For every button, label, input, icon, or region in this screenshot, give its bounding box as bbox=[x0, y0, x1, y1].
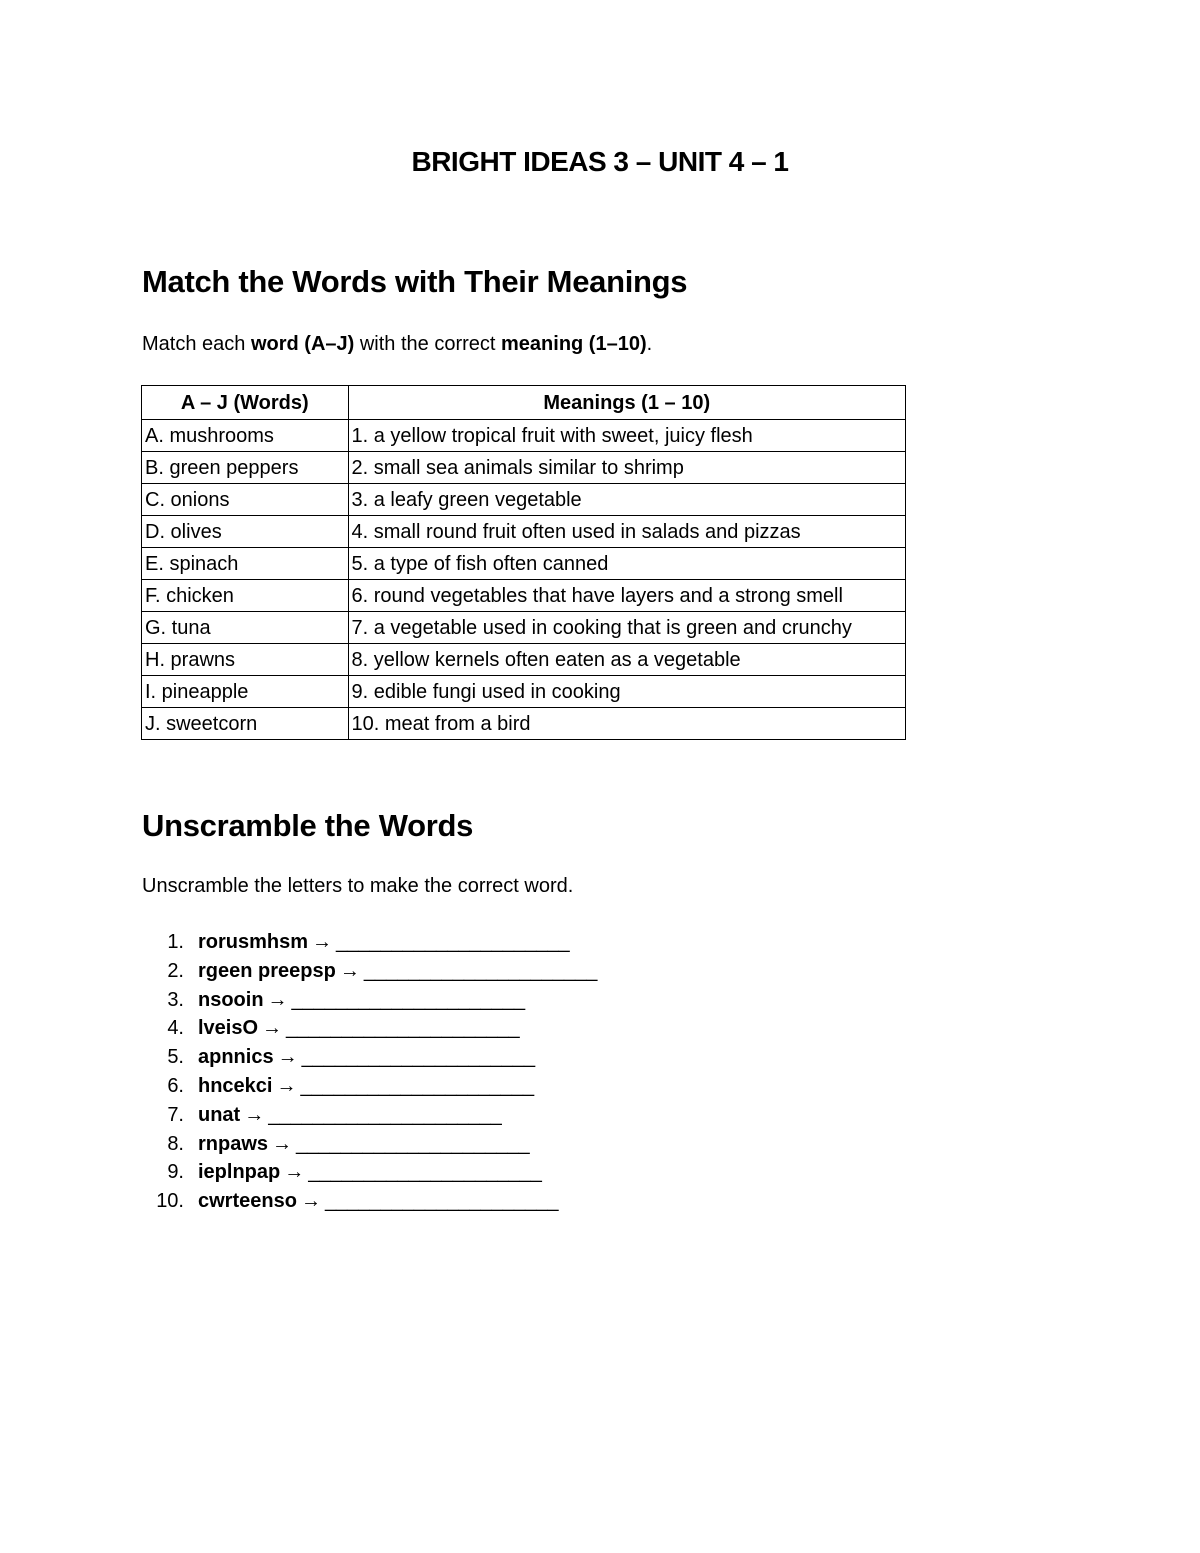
item-number: 8. bbox=[167, 1132, 184, 1155]
word-cell: B. green peppers bbox=[142, 452, 349, 484]
match-table bbox=[141, 385, 906, 740]
scrambled-word: ieplnpap bbox=[198, 1161, 281, 1184]
meanings-column-header: Meanings (1 – 10) bbox=[348, 386, 905, 420]
scrambled-word: lveisO bbox=[198, 1017, 259, 1040]
match-instruction-part2: word (A–J) bbox=[250, 333, 355, 355]
table-row bbox=[142, 516, 906, 548]
match-instruction-part4: meaning (1–10) bbox=[501, 333, 647, 355]
table-row bbox=[142, 580, 906, 612]
word-cell: I. pineapple bbox=[142, 676, 349, 708]
item-number: 9. bbox=[167, 1161, 184, 1184]
unscramble-list bbox=[142, 928, 597, 1216]
arrow-icon: → bbox=[276, 1074, 297, 1097]
table-row bbox=[142, 484, 906, 516]
table-row bbox=[142, 676, 906, 708]
unscramble-section-heading: Unscramble the Words bbox=[142, 808, 474, 843]
answer-blank: _____________________ bbox=[308, 1161, 542, 1184]
table-row bbox=[142, 708, 906, 740]
word-cell: E. spinach bbox=[142, 548, 349, 580]
arrow-icon: → bbox=[267, 988, 288, 1011]
arrow-icon: → bbox=[312, 931, 333, 953]
words-column-header: A – J (Words) bbox=[142, 386, 349, 420]
item-number: 6. bbox=[167, 1074, 184, 1097]
item-number: 10. bbox=[156, 1190, 184, 1213]
scrambled-word: apnnics bbox=[198, 1046, 274, 1069]
meaning-cell: 8. yellow kernels often eaten as a vegetable bbox=[348, 644, 905, 676]
answer-blank: _____________________ bbox=[363, 959, 598, 982]
list-item bbox=[142, 1014, 597, 1043]
match-table-header-row bbox=[142, 386, 906, 420]
word-cell: G. tuna bbox=[142, 612, 349, 644]
list-item bbox=[142, 986, 597, 1015]
arrow-icon: → bbox=[244, 1103, 265, 1126]
unscramble-instruction: Unscramble the letters to make the correct word. bbox=[142, 875, 574, 897]
meaning-cell: 7. a vegetable used in cooking that is green and crunchy bbox=[348, 612, 905, 644]
meaning-cell: 5. a type of fish often canned bbox=[348, 548, 905, 580]
answer-blank: _____________________ bbox=[291, 988, 526, 1011]
item-number: 7. bbox=[167, 1103, 184, 1126]
list-item bbox=[142, 1130, 597, 1159]
item-number: 4. bbox=[167, 1017, 184, 1040]
answer-blank: _____________________ bbox=[301, 1046, 536, 1069]
item-number: 5. bbox=[167, 1046, 184, 1069]
arrow-icon: → bbox=[272, 1132, 293, 1155]
meaning-cell: 2. small sea animals similar to shrimp bbox=[348, 452, 905, 484]
meaning-cell: 3. a leafy green vegetable bbox=[348, 484, 905, 516]
match-instruction-part3: with the correct bbox=[354, 333, 502, 355]
list-item bbox=[142, 928, 597, 957]
word-cell: J. sweetcorn bbox=[142, 708, 349, 740]
meaning-cell: 1. a yellow tropical fruit with sweet, juicy flesh bbox=[348, 420, 905, 452]
list-item bbox=[142, 1101, 597, 1130]
item-number: 1. bbox=[167, 931, 184, 953]
match-instruction-part1: Match each bbox=[142, 333, 251, 355]
meaning-cell: 10. meat from a bird bbox=[348, 708, 905, 740]
list-item bbox=[142, 1043, 597, 1072]
answer-blank: _____________________ bbox=[268, 1103, 502, 1126]
scrambled-word: rnpaws bbox=[198, 1132, 269, 1155]
scrambled-word: unat bbox=[198, 1103, 241, 1126]
word-cell: F. chicken bbox=[142, 580, 349, 612]
table-row bbox=[142, 612, 906, 644]
scrambled-word: nsooin bbox=[198, 988, 264, 1011]
document-title: BRIGHT IDEAS 3 – UNIT 4 – 1 bbox=[411, 146, 789, 177]
word-cell: D. olives bbox=[142, 516, 349, 548]
word-cell: C. onions bbox=[142, 484, 349, 516]
scrambled-word: hncekci bbox=[198, 1074, 273, 1097]
list-item bbox=[142, 957, 597, 986]
answer-blank: _____________________ bbox=[324, 1190, 559, 1213]
match-instruction-part5: . bbox=[646, 333, 653, 355]
item-number: 2. bbox=[167, 959, 184, 982]
item-number: 3. bbox=[167, 988, 184, 1011]
answer-blank: _____________________ bbox=[300, 1074, 535, 1097]
answer-blank: _____________________ bbox=[296, 1132, 530, 1155]
table-row bbox=[142, 548, 906, 580]
table-row bbox=[142, 452, 906, 484]
answer-blank: _____________________ bbox=[286, 1017, 520, 1040]
table-row bbox=[142, 420, 906, 452]
answer-blank: _____________________ bbox=[336, 931, 570, 953]
scrambled-word: rorusmhsm bbox=[198, 931, 309, 953]
list-item bbox=[142, 1072, 597, 1101]
scrambled-word: rgeen preepsp bbox=[198, 959, 336, 982]
meaning-cell: 9. edible fungi used in cooking bbox=[348, 676, 905, 708]
word-cell: H. prawns bbox=[142, 644, 349, 676]
arrow-icon: → bbox=[277, 1046, 298, 1069]
list-item bbox=[142, 1187, 597, 1216]
meaning-cell: 4. small round fruit often used in salads and pizzas bbox=[348, 516, 905, 548]
match-instruction bbox=[142, 333, 652, 356]
arrow-icon: → bbox=[300, 1190, 321, 1213]
meaning-cell: 6. round vegetables that have layers and a strong smell bbox=[348, 580, 905, 612]
arrow-icon: → bbox=[339, 959, 360, 982]
scrambled-word: cwrteenso bbox=[198, 1190, 297, 1213]
list-item bbox=[142, 1158, 597, 1187]
arrow-icon: → bbox=[284, 1161, 305, 1184]
table-row bbox=[142, 644, 906, 676]
match-section-heading: Match the Words with Their Meanings bbox=[142, 264, 688, 299]
arrow-icon: → bbox=[262, 1017, 283, 1040]
word-cell: A. mushrooms bbox=[142, 420, 349, 452]
